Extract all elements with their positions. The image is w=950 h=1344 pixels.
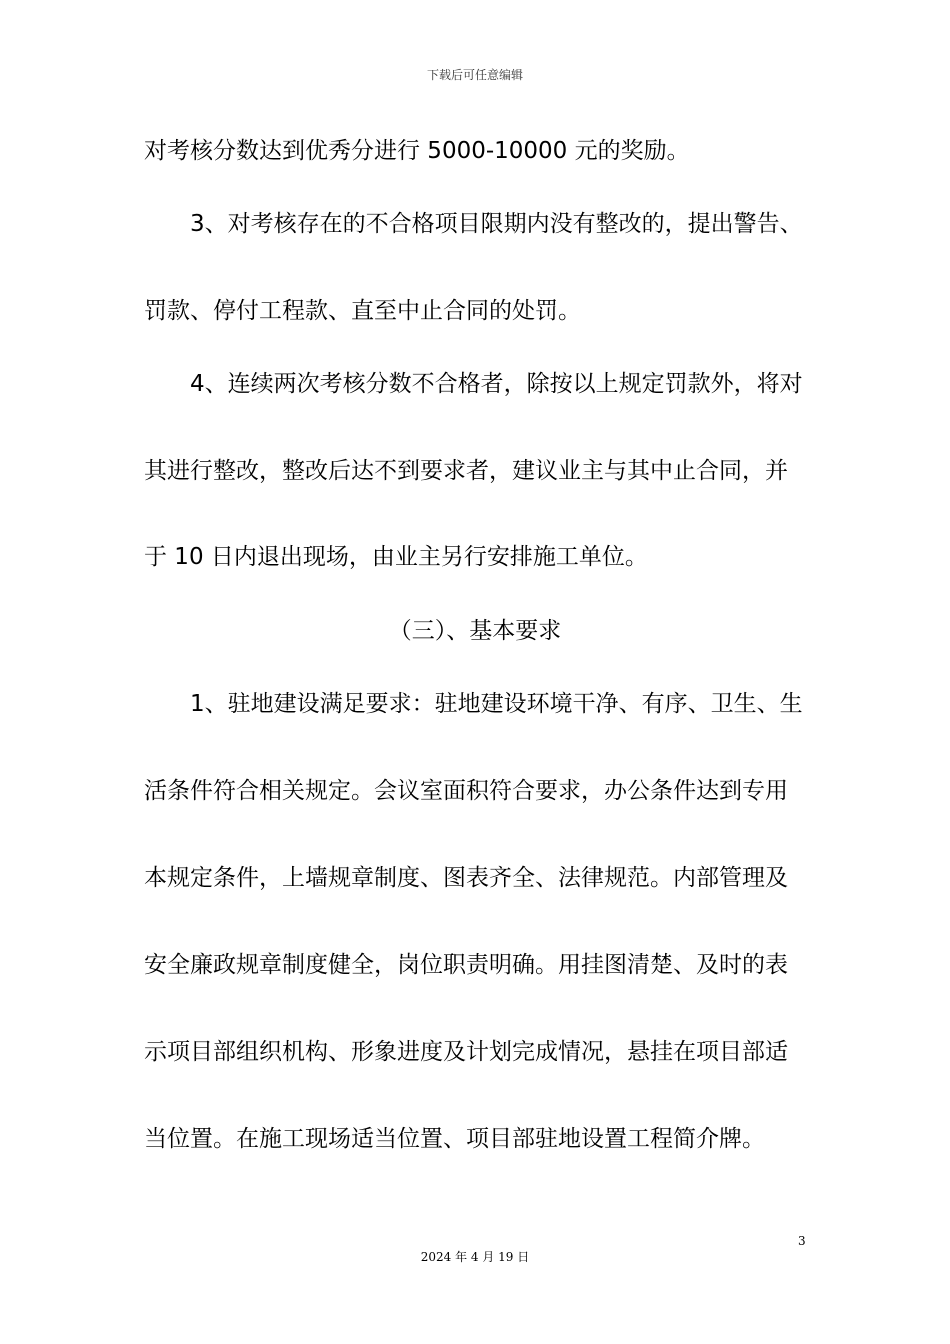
- page-number: 3: [798, 1234, 806, 1248]
- body-line: 1、驻地建设满足要求：驻地建设环境干净、有序、卫生、生: [190, 691, 803, 717]
- body-line: 本规定条件，上墙规章制度、图表齐全、法律规范。内部管理及: [144, 865, 788, 891]
- body-line: 4、连续两次考核分数不合格者，除按以上规定罚款外，将对: [190, 371, 803, 397]
- body-line: 示项目部组织机构、形象进度及计划完成情况，悬挂在项目部适: [144, 1039, 788, 1065]
- body-line: 对考核分数达到优秀分进行 5000-10000 元的奖励。: [144, 138, 690, 164]
- section-heading: （三）、基本要求: [388, 618, 562, 644]
- body-line: 3、对考核存在的不合格项目限期内没有整改的，提出警告、: [190, 211, 803, 237]
- body-line: 于 10 日内退出现场，由业主另行安排施工单位。: [144, 544, 648, 570]
- body-line: 其进行整改，整改后达不到要求者，建议业主与其中止合同，并: [144, 458, 788, 484]
- body-line: 安全廉政规章制度健全，岗位职责明确。用挂图清楚、及时的表: [144, 952, 788, 978]
- page-header: 下载后可任意编辑: [426, 68, 523, 82]
- body-line: 罚款、停付工程款、直至中止合同的处罚。: [144, 298, 581, 324]
- body-line: 活条件符合相关规定。会议室面积符合要求，办公条件达到专用: [144, 778, 788, 804]
- footer-date: 2024 年 4 月 19 日: [420, 1250, 530, 1264]
- body-line: 当位置。在施工现场适当位置、项目部驻地设置工程简介牌。: [144, 1126, 765, 1152]
